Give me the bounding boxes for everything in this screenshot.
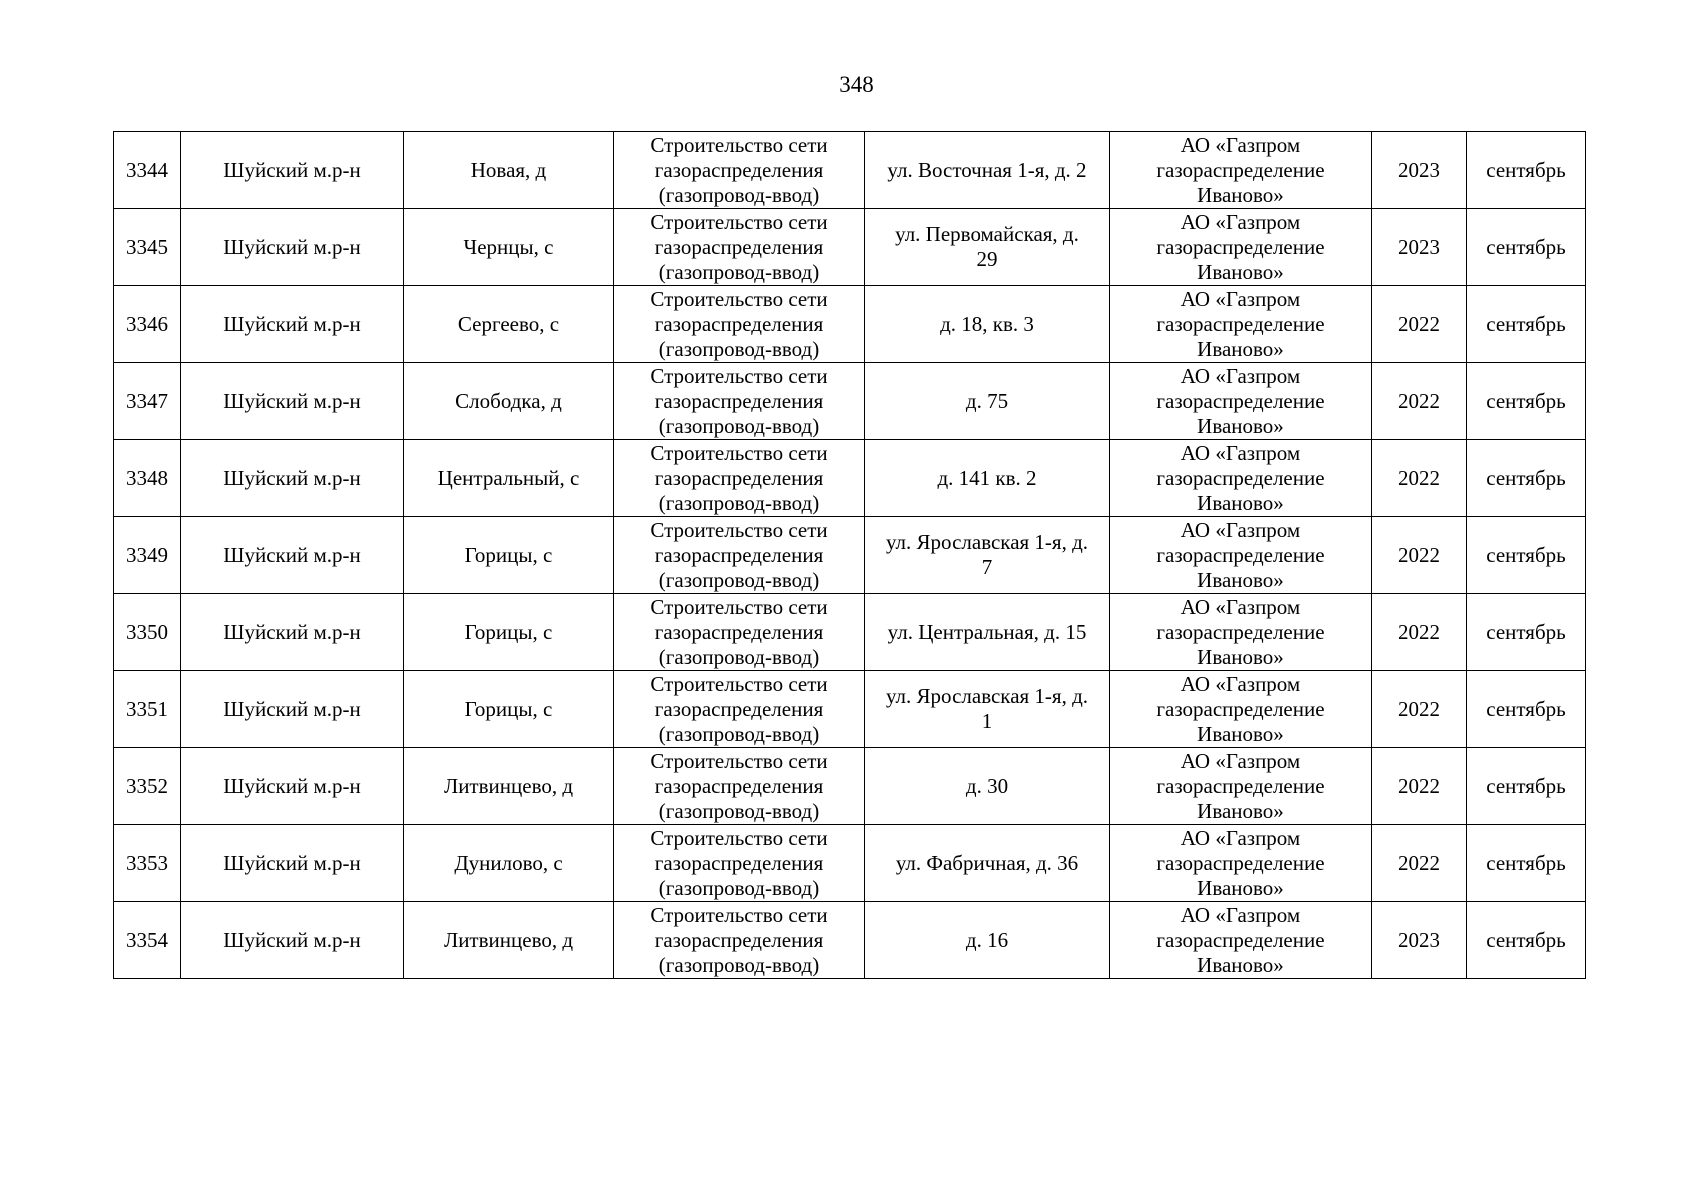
work-type-cell-line: газораспределения <box>654 157 824 182</box>
year-cell: 2022 <box>1372 517 1467 594</box>
organization-cell-line: АО «Газпром <box>1180 209 1301 234</box>
work-type-cell-line: Строительство сети <box>650 671 828 696</box>
organization-cell-line: газораспределение <box>1156 542 1325 567</box>
district-cell: Шуйский м.р-н <box>181 825 404 902</box>
work-type-cell <box>614 440 865 517</box>
address-cell <box>865 902 1110 979</box>
organization-cell-line: Иваново» <box>1197 336 1284 361</box>
organization-cell <box>1110 517 1372 594</box>
organization-cell <box>1110 671 1372 748</box>
organization-cell-line: АО «Газпром <box>1180 517 1301 542</box>
work-type-cell <box>614 132 865 209</box>
work-type-cell <box>614 517 865 594</box>
organization-cell-line: АО «Газпром <box>1180 132 1301 157</box>
organization-cell-line: газораспределение <box>1156 927 1325 952</box>
row-number-cell: 3354 <box>114 902 181 979</box>
month-cell: сентябрь <box>1467 363 1586 440</box>
table-row <box>114 132 1586 209</box>
table-row <box>114 825 1586 902</box>
locality-cell: Дунилово, с <box>404 825 614 902</box>
row-number-cell: 3348 <box>114 440 181 517</box>
address-cell-line: 29 <box>976 247 998 271</box>
row-number-cell: 3350 <box>114 594 181 671</box>
work-type-cell-line: Строительство сети <box>650 363 828 388</box>
work-type-cell <box>614 902 865 979</box>
row-number-cell: 3351 <box>114 671 181 748</box>
work-type-cell-line: газораспределения <box>654 773 824 798</box>
work-type-cell-line: Строительство сети <box>650 594 828 619</box>
year-cell: 2022 <box>1372 286 1467 363</box>
organization-cell-line: газораспределение <box>1156 465 1325 490</box>
district-cell: Шуйский м.р-н <box>181 594 404 671</box>
row-number-cell: 3346 <box>114 286 181 363</box>
year-cell: 2022 <box>1372 440 1467 517</box>
locality-cell: Горицы, с <box>404 594 614 671</box>
locality-cell: Горицы, с <box>404 517 614 594</box>
district-cell: Шуйский м.р-н <box>181 440 404 517</box>
year-cell: 2023 <box>1372 209 1467 286</box>
organization-cell-line: Иваново» <box>1197 182 1284 207</box>
work-type-cell-line: (газопровод-ввод) <box>658 567 820 592</box>
work-type-cell-line: Строительство сети <box>650 286 828 311</box>
work-type-cell-line: (газопровод-ввод) <box>658 644 820 669</box>
work-type-cell <box>614 594 865 671</box>
table-row <box>114 902 1586 979</box>
organization-cell-line: АО «Газпром <box>1180 286 1301 311</box>
month-cell: сентябрь <box>1467 132 1586 209</box>
organization-cell-line: газораспределение <box>1156 696 1325 721</box>
work-type-cell-line: (газопровод-ввод) <box>658 875 820 900</box>
work-type-cell <box>614 671 865 748</box>
address-cell-line: ул. Первомайская, д. <box>895 222 1079 246</box>
organization-cell-line: Иваново» <box>1197 259 1284 284</box>
month-cell: сентябрь <box>1467 748 1586 825</box>
address-cell-line: д. 18, кв. 3 <box>940 311 1034 336</box>
organization-cell <box>1110 594 1372 671</box>
address-cell-line: ул. Центральная, д. 15 <box>887 619 1087 644</box>
address-cell <box>865 671 1110 748</box>
address-cell-line: д. 30 <box>965 773 1009 798</box>
work-type-cell-line: Строительство сети <box>650 440 828 465</box>
organization-cell-line: Иваново» <box>1197 490 1284 515</box>
organization-cell-line: Иваново» <box>1197 875 1284 900</box>
month-cell: сентябрь <box>1467 902 1586 979</box>
work-type-cell-line: газораспределения <box>654 927 824 952</box>
table-row <box>114 440 1586 517</box>
district-cell: Шуйский м.р-н <box>181 671 404 748</box>
year-cell: 2022 <box>1372 363 1467 440</box>
organization-cell <box>1110 363 1372 440</box>
locality-cell: Слободка, д <box>404 363 614 440</box>
organization-cell <box>1110 902 1372 979</box>
table-row <box>114 671 1586 748</box>
district-cell: Шуйский м.р-н <box>181 748 404 825</box>
table-body <box>114 132 1586 979</box>
page-number: 348 <box>839 72 874 97</box>
organization-cell-line: АО «Газпром <box>1180 825 1301 850</box>
address-cell-line: д. 75 <box>965 388 1009 413</box>
work-type-cell-line: газораспределения <box>654 311 824 336</box>
district-cell: Шуйский м.р-н <box>181 132 404 209</box>
district-cell: Шуйский м.р-н <box>181 286 404 363</box>
locality-cell: Литвинцево, д <box>404 748 614 825</box>
organization-cell <box>1110 132 1372 209</box>
address-cell <box>865 286 1110 363</box>
locality-cell: Новая, д <box>404 132 614 209</box>
address-cell <box>865 594 1110 671</box>
work-type-cell-line: (газопровод-ввод) <box>658 182 820 207</box>
work-type-cell-line: газораспределения <box>654 234 824 259</box>
year-cell: 2022 <box>1372 825 1467 902</box>
locality-cell: Сергеево, с <box>404 286 614 363</box>
work-type-cell-line: газораспределения <box>654 388 824 413</box>
year-cell: 2022 <box>1372 594 1467 671</box>
address-cell-line: 7 <box>981 555 993 579</box>
address-cell <box>865 132 1110 209</box>
gas-connection-table <box>113 131 1586 979</box>
organization-cell-line: АО «Газпром <box>1180 902 1301 927</box>
organization-cell <box>1110 286 1372 363</box>
address-cell <box>865 363 1110 440</box>
row-number-cell: 3347 <box>114 363 181 440</box>
month-cell: сентябрь <box>1467 286 1586 363</box>
organization-cell <box>1110 825 1372 902</box>
row-number-cell: 3344 <box>114 132 181 209</box>
address-cell-line: ул. Ярославская 1-я, д. <box>885 530 1089 554</box>
month-cell: сентябрь <box>1467 671 1586 748</box>
year-cell: 2022 <box>1372 671 1467 748</box>
address-cell <box>865 440 1110 517</box>
organization-cell <box>1110 748 1372 825</box>
work-type-cell-line: Строительство сети <box>650 902 828 927</box>
year-cell: 2022 <box>1372 748 1467 825</box>
address-cell-line: ул. Фабричная, д. 36 <box>895 850 1079 875</box>
table-row <box>114 286 1586 363</box>
year-cell: 2023 <box>1372 902 1467 979</box>
work-type-cell-line: (газопровод-ввод) <box>658 798 820 823</box>
year-cell: 2023 <box>1372 132 1467 209</box>
locality-cell: Горицы, с <box>404 671 614 748</box>
organization-cell-line: Иваново» <box>1197 798 1284 823</box>
address-cell <box>865 517 1110 594</box>
locality-cell: Чернцы, с <box>404 209 614 286</box>
month-cell: сентябрь <box>1467 209 1586 286</box>
organization-cell-line: газораспределение <box>1156 619 1325 644</box>
work-type-cell-line: (газопровод-ввод) <box>658 336 820 361</box>
address-cell-line: д. 141 кв. 2 <box>937 465 1037 490</box>
work-type-cell-line: Строительство сети <box>650 517 828 542</box>
work-type-cell-line: (газопровод-ввод) <box>658 259 820 284</box>
address-cell <box>865 209 1110 286</box>
organization-cell-line: Иваново» <box>1197 644 1284 669</box>
organization-cell-line: АО «Газпром <box>1180 671 1301 696</box>
organization-cell-line: АО «Газпром <box>1180 748 1301 773</box>
organization-cell-line: АО «Газпром <box>1180 363 1301 388</box>
table-row <box>114 517 1586 594</box>
work-type-cell-line: Строительство сети <box>650 132 828 157</box>
work-type-cell-line: газораспределения <box>654 619 824 644</box>
work-type-cell-line: Строительство сети <box>650 825 828 850</box>
work-type-cell-line: (газопровод-ввод) <box>658 952 820 977</box>
work-type-cell-line: газораспределения <box>654 696 824 721</box>
address-cell-line: д. 16 <box>965 927 1009 952</box>
district-cell: Шуйский м.р-н <box>181 902 404 979</box>
work-type-cell <box>614 748 865 825</box>
work-type-cell <box>614 825 865 902</box>
organization-cell-line: газораспределение <box>1156 157 1325 182</box>
district-cell: Шуйский м.р-н <box>181 363 404 440</box>
organization-cell <box>1110 440 1372 517</box>
row-number-cell: 3345 <box>114 209 181 286</box>
month-cell: сентябрь <box>1467 825 1586 902</box>
organization-cell-line: газораспределение <box>1156 311 1325 336</box>
address-cell-line: 1 <box>981 709 993 733</box>
address-cell-line: ул. Восточная 1-я, д. 2 <box>887 157 1087 182</box>
month-cell: сентябрь <box>1467 517 1586 594</box>
work-type-cell-line: Строительство сети <box>650 748 828 773</box>
work-type-cell <box>614 209 865 286</box>
organization-cell-line: Иваново» <box>1197 567 1284 592</box>
organization-cell-line: газораспределение <box>1156 773 1325 798</box>
organization-cell-line: газораспределение <box>1156 234 1325 259</box>
district-cell: Шуйский м.р-н <box>181 517 404 594</box>
work-type-cell-line: газораспределения <box>654 465 824 490</box>
address-cell <box>865 748 1110 825</box>
row-number-cell: 3349 <box>114 517 181 594</box>
work-type-cell <box>614 286 865 363</box>
locality-cell: Литвинцево, д <box>404 902 614 979</box>
table-row <box>114 209 1586 286</box>
work-type-cell-line: газораспределения <box>654 850 824 875</box>
work-type-cell-line: Строительство сети <box>650 209 828 234</box>
organization-cell-line: Иваново» <box>1197 721 1284 746</box>
month-cell: сентябрь <box>1467 440 1586 517</box>
row-number-cell: 3353 <box>114 825 181 902</box>
row-number-cell: 3352 <box>114 748 181 825</box>
locality-cell: Центральный, с <box>404 440 614 517</box>
table-row <box>114 748 1586 825</box>
work-type-cell-line: (газопровод-ввод) <box>658 413 820 438</box>
month-cell: сентябрь <box>1467 594 1586 671</box>
organization-cell-line: АО «Газпром <box>1180 440 1301 465</box>
address-cell <box>865 825 1110 902</box>
organization-cell-line: АО «Газпром <box>1180 594 1301 619</box>
table-row <box>114 363 1586 440</box>
work-type-cell-line: (газопровод-ввод) <box>658 721 820 746</box>
organization-cell-line: Иваново» <box>1197 952 1284 977</box>
organization-cell <box>1110 209 1372 286</box>
work-type-cell <box>614 363 865 440</box>
organization-cell-line: газораспределение <box>1156 850 1325 875</box>
work-type-cell-line: (газопровод-ввод) <box>658 490 820 515</box>
address-cell-line: ул. Ярославская 1-я, д. <box>885 684 1089 708</box>
organization-cell-line: Иваново» <box>1197 413 1284 438</box>
organization-cell-line: газораспределение <box>1156 388 1325 413</box>
district-cell: Шуйский м.р-н <box>181 209 404 286</box>
table-row <box>114 594 1586 671</box>
work-type-cell-line: газораспределения <box>654 542 824 567</box>
